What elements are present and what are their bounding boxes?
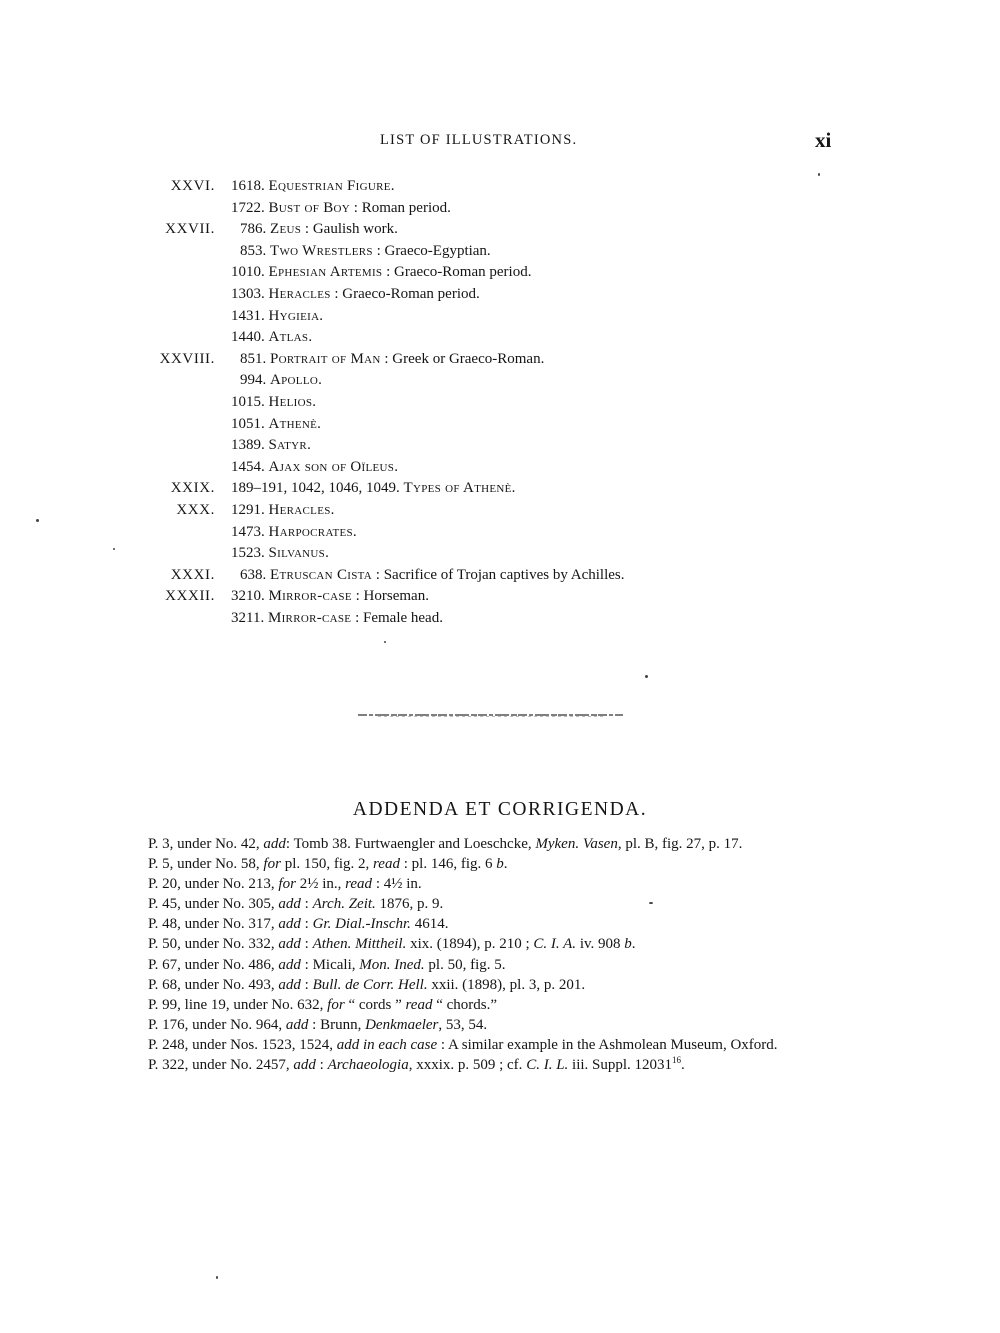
superscript: 16: [672, 1055, 682, 1066]
list-of-illustrations: [0, 176, 1000, 629]
entry-reference: P. 248, under Nos. 1523, 1524,: [148, 1036, 337, 1053]
citation-title: Athen. Mittheil.: [312, 936, 407, 953]
illustration-title: Harpocrates.: [268, 523, 357, 540]
illustration-note: : Greek or Graeco-Roman.: [380, 350, 545, 367]
print-speck: [384, 641, 386, 643]
entry-text: iv. 908: [576, 936, 625, 953]
illustration-entry: [240, 219, 398, 241]
illustration-row: [0, 586, 1000, 608]
entry-reference: P. 5, under No. 58,: [148, 856, 264, 873]
illustration-note: : Horseman.: [351, 588, 429, 605]
catalogue-number: 1389.: [231, 437, 265, 454]
correction-keyword: read: [373, 856, 400, 873]
illustration-row: [0, 198, 1000, 220]
catalogue-number: 851.: [240, 350, 267, 367]
correction-keyword: add: [278, 976, 301, 993]
entry-text: 1876, p. 9.: [375, 896, 444, 913]
plate-number: XXX.: [176, 501, 215, 518]
entry-text: : pl. 146, fig. 6: [399, 856, 497, 873]
plate-number: XXXI.: [170, 566, 215, 583]
entry-text: .: [631, 936, 636, 953]
citation-title: C. I. L.: [526, 1057, 569, 1074]
citation-title: Archaeologia: [327, 1057, 409, 1074]
illustration-title: Helios.: [268, 393, 317, 410]
addenda-entry: [148, 894, 836, 914]
catalogue-number: 3211.: [231, 609, 265, 626]
illustration-title: Hygieia.: [268, 307, 324, 324]
entry-text: :: [315, 1057, 328, 1074]
citation-title: Gr. Dial.-Inschr.: [312, 916, 411, 933]
illustration-row: [0, 457, 1000, 479]
illustration-note: : Female head.: [351, 609, 443, 626]
catalogue-number: 1010.: [231, 264, 265, 281]
entry-text: : A similar example in the Ashmolean Museum, Oxford.: [437, 1036, 778, 1053]
catalogue-number: 1473.: [231, 523, 265, 540]
correction-keyword: add: [263, 836, 286, 852]
illustration-entry: [231, 608, 443, 630]
illustration-entry: [231, 457, 398, 479]
illustration-entry: [240, 349, 544, 371]
correction-keyword: add: [278, 956, 301, 973]
addenda-entry: [148, 1055, 836, 1075]
entry-reference: P. 99, line 19, under No. 632,: [148, 996, 328, 1013]
illustration-entry: [231, 392, 316, 414]
illustration-row: [0, 262, 1000, 284]
citation-title: Mon. Ined.: [359, 956, 425, 973]
illustration-entry: [231, 284, 480, 306]
entry-text: pl. 150, fig. 2,: [280, 856, 374, 873]
entry-text: “ cords ”: [344, 996, 406, 1013]
illustration-entry: [231, 478, 516, 500]
entry-reference: P. 322, under No. 2457,: [148, 1057, 294, 1074]
illustration-title: Ajax son of Oïleus.: [268, 458, 399, 475]
illustration-row: [0, 500, 1000, 522]
catalogue-number: 1523.: [231, 545, 265, 562]
entry-text: .: [681, 1057, 685, 1074]
citation-title: b: [624, 936, 632, 953]
catalogue-number: 1454.: [231, 458, 265, 475]
illustration-entry: [231, 586, 429, 608]
illustration-row: [0, 219, 1000, 241]
print-speck: [216, 1276, 218, 1279]
entry-text: iii. Suppl. 12031: [568, 1057, 673, 1074]
entry-text: :: [300, 896, 313, 913]
print-speck: [113, 548, 115, 550]
illustration-title: Etruscan Cista: [270, 566, 373, 583]
print-speck: [645, 675, 648, 678]
catalogue-number: 1722.: [231, 199, 265, 216]
entry-text: : 4½ in.: [372, 876, 422, 893]
addenda-entry: [148, 874, 836, 894]
addenda-heading: ADDENDA ET CORRIGENDA.: [352, 799, 648, 820]
addenda-list: [148, 834, 836, 1075]
illustration-row: [0, 241, 1000, 263]
entry-text: : Micali,: [300, 956, 360, 973]
illustration-title: Types of Athenè.: [403, 480, 516, 497]
addenda-entry: [148, 1035, 836, 1055]
illustration-entry: [231, 500, 335, 522]
illustration-note: : Graeco-Roman period.: [330, 285, 480, 302]
illustration-title: Athenè.: [268, 415, 322, 432]
illustration-title: Atlas.: [268, 329, 313, 346]
correction-keyword: add: [278, 916, 301, 933]
entry-text: :: [300, 976, 313, 993]
illustration-row: [0, 414, 1000, 436]
correction-keyword: read: [405, 996, 433, 1013]
illustration-row: [0, 478, 1000, 500]
illustration-row: [0, 392, 1000, 414]
catalogue-number: 1015.: [231, 393, 265, 410]
illustration-title: Portrait of Man: [270, 350, 381, 367]
illustration-row: [0, 522, 1000, 544]
illustration-row: [0, 565, 1000, 587]
illustration-row: [0, 608, 1000, 630]
illustration-entry: [231, 543, 329, 565]
entry-text: :: [300, 916, 313, 933]
addenda-entry: [148, 1015, 836, 1035]
addenda-entry: [148, 995, 836, 1015]
illustration-entry: [231, 327, 312, 349]
illustration-entry: [231, 414, 321, 436]
entry-reference: P. 3, under No. 42,: [148, 836, 264, 852]
print-speck: [649, 902, 653, 904]
illustration-title: Two Wrestlers: [270, 242, 373, 259]
page-number: xi: [815, 128, 832, 152]
illustration-entry: [231, 522, 357, 544]
correction-keyword: add: [278, 936, 301, 953]
illustration-entry: [240, 370, 322, 392]
catalogue-number: 994.: [240, 372, 267, 389]
catalogue-number: 853.: [240, 242, 267, 259]
plate-number: XXVII.: [165, 221, 215, 238]
illustration-entry: [240, 565, 624, 587]
illustration-row: [0, 284, 1000, 306]
entry-text: xxii. (1898), pl. 3, p. 201.: [427, 976, 586, 993]
entry-reference: P. 67, under No. 486,: [148, 956, 279, 973]
entry-text: “ chords.”: [432, 996, 498, 1013]
illustration-entry: [231, 435, 311, 457]
entry-text: : Brunn,: [308, 1016, 366, 1033]
illustration-entry: [240, 241, 491, 263]
illustration-note: : Graeco-Roman period.: [382, 264, 532, 281]
entry-text: , 53, 54.: [438, 1016, 488, 1033]
correction-keyword: for: [278, 876, 296, 893]
illustration-title: Bust of Boy: [268, 199, 351, 216]
correction-keyword: for: [327, 996, 345, 1013]
illustration-note: : Gaulish work.: [301, 221, 398, 238]
illustration-note: : Sacrifice of Trojan captives by Achilles.: [372, 566, 625, 583]
correction-keyword: add: [278, 896, 301, 913]
correction-keyword: for: [263, 856, 281, 873]
illustration-row: [0, 306, 1000, 328]
entry-text: xix. (1894), p. 210 ;: [406, 936, 534, 953]
catalogue-number: 1303.: [231, 285, 265, 302]
addenda-entry: [148, 914, 836, 934]
illustration-entry: [231, 176, 395, 198]
illustration-title: Ephesian Artemis: [268, 264, 383, 281]
running-head: [0, 128, 1000, 154]
illustration-entry: [231, 306, 323, 328]
correction-keyword: read: [345, 876, 373, 893]
plate-number: XXIX.: [170, 480, 215, 497]
plate-number: XXVIII.: [159, 350, 215, 367]
illustration-title: Satyr.: [268, 437, 312, 454]
plate-number: XXXII.: [165, 588, 215, 605]
correction-keyword: add: [285, 1016, 309, 1033]
catalogue-number: 786.: [240, 221, 267, 238]
citation-title: b: [496, 856, 504, 873]
citation-title: Myken. Vasen: [535, 836, 618, 852]
illustration-note: : Roman period.: [350, 199, 451, 216]
entry-text: : Tomb 38. Furtwaengler and Loeschcke,: [285, 836, 536, 852]
illustration-row: [0, 370, 1000, 392]
illustration-entry: [231, 262, 531, 284]
entry-reference: P. 176, under No. 964,: [148, 1016, 286, 1033]
addenda-entry: [148, 854, 836, 874]
print-speck: [36, 519, 39, 522]
entry-text: 4614.: [410, 916, 449, 933]
entry-reference: P. 68, under No. 493,: [148, 976, 279, 993]
entry-text: .: [503, 856, 508, 873]
catalogue-number: 189–191, 1042, 1046, 1049.: [231, 480, 400, 497]
illustration-row: [0, 349, 1000, 371]
illustration-title: Zeus: [270, 221, 302, 238]
entry-reference: P. 50, under No. 332,: [148, 936, 279, 953]
illustration-row: [0, 435, 1000, 457]
addenda-entry: [148, 975, 836, 995]
citation-title: C. I. A.: [533, 936, 577, 953]
running-head-title: LIST OF ILLUSTRATIONS.: [380, 132, 578, 148]
catalogue-number: 1618.: [231, 178, 265, 194]
illustration-title: Heracles.: [268, 501, 335, 518]
entry-text: :: [300, 936, 313, 953]
entry-reference: P. 45, under No. 305,: [148, 896, 279, 913]
catalogue-number: 1051.: [231, 415, 265, 432]
illustration-row: [0, 327, 1000, 349]
entry-reference: P. 20, under No. 213,: [148, 876, 279, 893]
catalogue-number: 1440.: [231, 329, 265, 346]
entry-text: , xxxix. p. 509 ; cf.: [408, 1057, 527, 1074]
addenda-entry: [148, 834, 836, 854]
entry-reference: P. 48, under No. 317,: [148, 916, 279, 933]
illustration-title: Mirror-case: [268, 588, 352, 605]
plate-number: XXVI.: [170, 178, 215, 194]
illustration-entry: [231, 198, 451, 220]
print-speck: [818, 173, 820, 176]
catalogue-number: 1431.: [231, 307, 265, 324]
citation-title: Bull. de Corr. Hell.: [312, 976, 428, 993]
decorative-rule: [358, 712, 623, 718]
catalogue-number: 638.: [240, 566, 267, 583]
correction-keyword: add: [293, 1057, 316, 1074]
entry-text: pl. 50, fig. 5.: [424, 956, 506, 973]
addenda-entry: [148, 934, 836, 954]
citation-title: Arch. Zeit.: [312, 896, 376, 913]
entry-text: 2½ in.,: [295, 876, 346, 893]
catalogue-number: 1291.: [231, 501, 265, 518]
entry-text: , pl. B, fig. 27, p. 17.: [617, 836, 743, 852]
illustration-row: [0, 176, 1000, 198]
illustration-title: Silvanus.: [268, 545, 330, 562]
illustration-title: Apollo.: [270, 372, 323, 389]
illustration-title: Heracles: [268, 285, 331, 302]
correction-keyword: add in each case: [336, 1036, 438, 1053]
illustration-note: : Graeco-Egyptian.: [372, 242, 491, 259]
illustration-title: Equestrian Figure.: [268, 178, 395, 194]
illustration-title: Mirror-case: [267, 609, 352, 626]
addenda-entry: [148, 955, 836, 975]
citation-title: Denkmaeler: [365, 1016, 439, 1033]
illustration-row: [0, 543, 1000, 565]
catalogue-number: 3210.: [231, 588, 265, 605]
